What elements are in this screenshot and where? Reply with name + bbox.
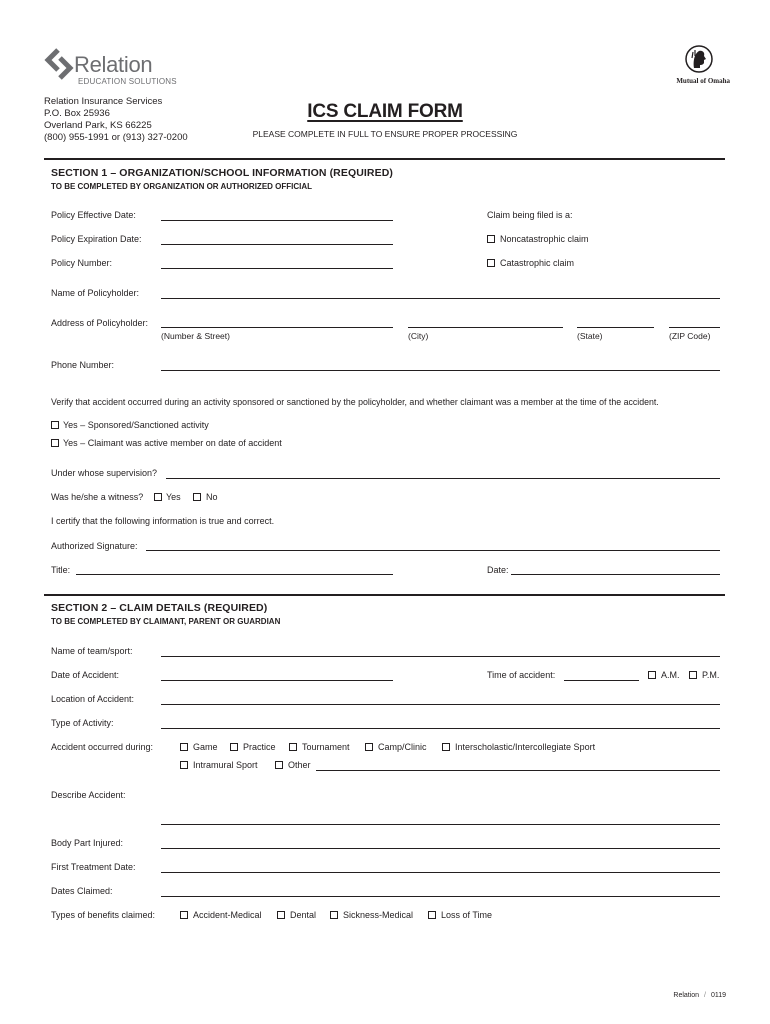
tournament-checkbox[interactable] [289, 743, 297, 751]
policy-expiration-label: Policy Expiration Date: [51, 234, 142, 244]
phone-field[interactable] [161, 370, 720, 371]
sickness-medical-label: Sickness-Medical [343, 910, 414, 920]
date-accident-field[interactable] [161, 680, 393, 681]
verify-text: Verify that accident occurred during an activity sponsored or sanctioned by the policyholder, and whether claimant was a member at the time of the accident. [51, 397, 659, 407]
supervision-label: Under whose supervision? [51, 468, 158, 478]
practice-checkbox[interactable] [230, 743, 238, 751]
time-accident-label: Time of accident: [487, 670, 556, 680]
claim-type-label: Claim being filed is a: [487, 210, 573, 220]
section2-title: SECTION 2 – CLAIM DETAILS (REQUIRED) [51, 602, 268, 614]
tournament-label: Tournament [302, 742, 350, 752]
body-part-field[interactable] [161, 848, 720, 849]
policyholder-name-field[interactable] [161, 298, 720, 299]
address-line: Relation Insurance Services [44, 96, 163, 107]
pm-label: P.M. [702, 670, 720, 680]
occurred-during-label: Accident occurred during: [51, 742, 154, 752]
address-line: (800) 955-1991 or (913) 327-0200 [44, 132, 188, 143]
noncatastrophic-checkbox[interactable] [487, 235, 495, 243]
relation-logo-icon [44, 48, 74, 80]
certify-text: I certify that the following information is true and correct. [51, 516, 275, 526]
intramural-checkbox[interactable] [180, 761, 188, 769]
section-divider [44, 594, 725, 596]
dental-label: Dental [290, 910, 317, 920]
other-field[interactable] [316, 770, 720, 771]
section2-subtitle: TO BE COMPLETED BY CLAIMANT, PARENT OR GUARDIAN [51, 617, 281, 626]
address-zip-field[interactable] [669, 327, 720, 328]
catastrophic-label: Catastrophic claim [500, 258, 575, 268]
accident-medical-checkbox[interactable] [180, 911, 188, 919]
witness-no-checkbox[interactable] [193, 493, 201, 501]
address-zip-caption: (ZIP Code) [669, 331, 711, 341]
witness-no-label: No [206, 492, 218, 502]
date-label: Date: [487, 565, 509, 575]
dental-checkbox[interactable] [277, 911, 285, 919]
policy-number-label: Policy Number: [51, 258, 113, 268]
signature-label: Authorized Signature: [51, 541, 138, 551]
location-label: Location of Accident: [51, 694, 135, 704]
intramural-label: Intramural Sport [193, 760, 258, 770]
describe-label: Describe Accident: [51, 790, 126, 800]
policy-effective-label: Policy Effective Date: [51, 210, 136, 220]
game-checkbox[interactable] [180, 743, 188, 751]
yes-member-label: Yes – Claimant was active member on date of accident [63, 438, 282, 448]
address-street-caption: (Number & Street) [161, 331, 230, 341]
team-sport-label: Name of team/sport: [51, 646, 133, 656]
policyholder-address-label: Address of Policyholder: [51, 318, 149, 328]
footer-code: 0119 [710, 992, 726, 999]
form-title: ICS CLAIM FORM [307, 101, 463, 122]
benefits-label: Types of benefits claimed: [51, 910, 156, 920]
sickness-medical-checkbox[interactable] [330, 911, 338, 919]
address-state-field[interactable] [577, 327, 654, 328]
brand-name: Relation [74, 52, 153, 77]
witness-yes-label: Yes [166, 492, 181, 502]
address-city-field[interactable] [408, 327, 563, 328]
supervision-field[interactable] [166, 478, 720, 479]
am-checkbox[interactable] [648, 671, 656, 679]
section1-title: SECTION 1 – ORGANIZATION/SCHOOL INFORMATION (REQUIRED) [51, 167, 393, 179]
form-subtitle: PLEASE COMPLETE IN FULL TO ENSURE PROPER PROCESSING [252, 129, 518, 139]
yes-sponsored-label: Yes – Sponsored/Sanctioned activity [63, 420, 209, 430]
signature-field[interactable] [146, 550, 720, 551]
dates-claimed-field[interactable] [161, 896, 720, 897]
address-street-field[interactable] [161, 327, 393, 328]
camp-clinic-label: Camp/Clinic [378, 742, 427, 752]
dates-claimed-label: Dates Claimed: [51, 886, 113, 896]
policy-expiration-field[interactable] [161, 244, 393, 245]
address-line: Overland Park, KS 66225 [44, 120, 152, 131]
yes-sponsored-checkbox[interactable] [51, 421, 59, 429]
activity-type-field[interactable] [161, 728, 720, 729]
policy-number-field[interactable] [161, 268, 393, 269]
activity-type-label: Type of Activity: [51, 718, 114, 728]
yes-member-checkbox[interactable] [51, 439, 59, 447]
body-part-label: Body Part Injured: [51, 838, 124, 848]
catastrophic-checkbox[interactable] [487, 259, 495, 267]
footer-brand: Relation [673, 992, 700, 999]
footer-separator: / [704, 992, 706, 999]
address-state-caption: (State) [577, 331, 603, 341]
mutual-of-omaha-logo [670, 44, 730, 88]
partner-logo-text: Mutual of Omaha [676, 77, 730, 85]
other-checkbox[interactable] [275, 761, 283, 769]
section1-subtitle: TO BE COMPLETED BY ORGANIZATION OR AUTHORIZED OFFICIAL [51, 182, 313, 191]
accident-medical-label: Accident-Medical [193, 910, 262, 920]
footer [660, 992, 726, 999]
witness-label: Was he/she a witness? [51, 492, 144, 502]
pm-checkbox[interactable] [689, 671, 697, 679]
indian-head-icon [684, 44, 714, 74]
phone-label: Phone Number: [51, 360, 115, 370]
location-field[interactable] [161, 704, 720, 705]
camp-clinic-checkbox[interactable] [365, 743, 373, 751]
brand-sub: EDUCATION SOLUTIONS [78, 77, 177, 86]
time-accident-field[interactable] [564, 680, 639, 681]
relation-logo [44, 44, 184, 90]
policy-effective-field[interactable] [161, 220, 393, 221]
address-line: P.O. Box 25936 [44, 108, 110, 119]
am-label: A.M. [661, 670, 680, 680]
interscholastic-checkbox[interactable] [442, 743, 450, 751]
policyholder-name-label: Name of Policyholder: [51, 288, 140, 298]
return-address [44, 96, 188, 144]
first-treatment-field[interactable] [161, 872, 720, 873]
team-sport-field[interactable] [161, 656, 720, 657]
title-field[interactable] [76, 574, 393, 575]
game-label: Game [193, 742, 218, 752]
header-divider [44, 158, 725, 160]
other-label: Other [288, 760, 311, 770]
date-field[interactable] [511, 574, 720, 575]
interscholastic-label: Interscholastic/Intercollegiate Sport [455, 742, 596, 752]
date-accident-label: Date of Accident: [51, 670, 120, 680]
loss-of-time-checkbox[interactable] [428, 911, 436, 919]
noncatastrophic-label: Noncatastrophic claim [500, 234, 589, 244]
practice-label: Practice [243, 742, 276, 752]
title-label: Title: [51, 565, 71, 575]
address-city-caption: (City) [408, 331, 429, 341]
witness-yes-checkbox[interactable] [154, 493, 162, 501]
loss-of-time-label: Loss of Time [441, 910, 493, 920]
describe-field[interactable] [161, 824, 720, 825]
first-treatment-label: First Treatment Date: [51, 862, 136, 872]
